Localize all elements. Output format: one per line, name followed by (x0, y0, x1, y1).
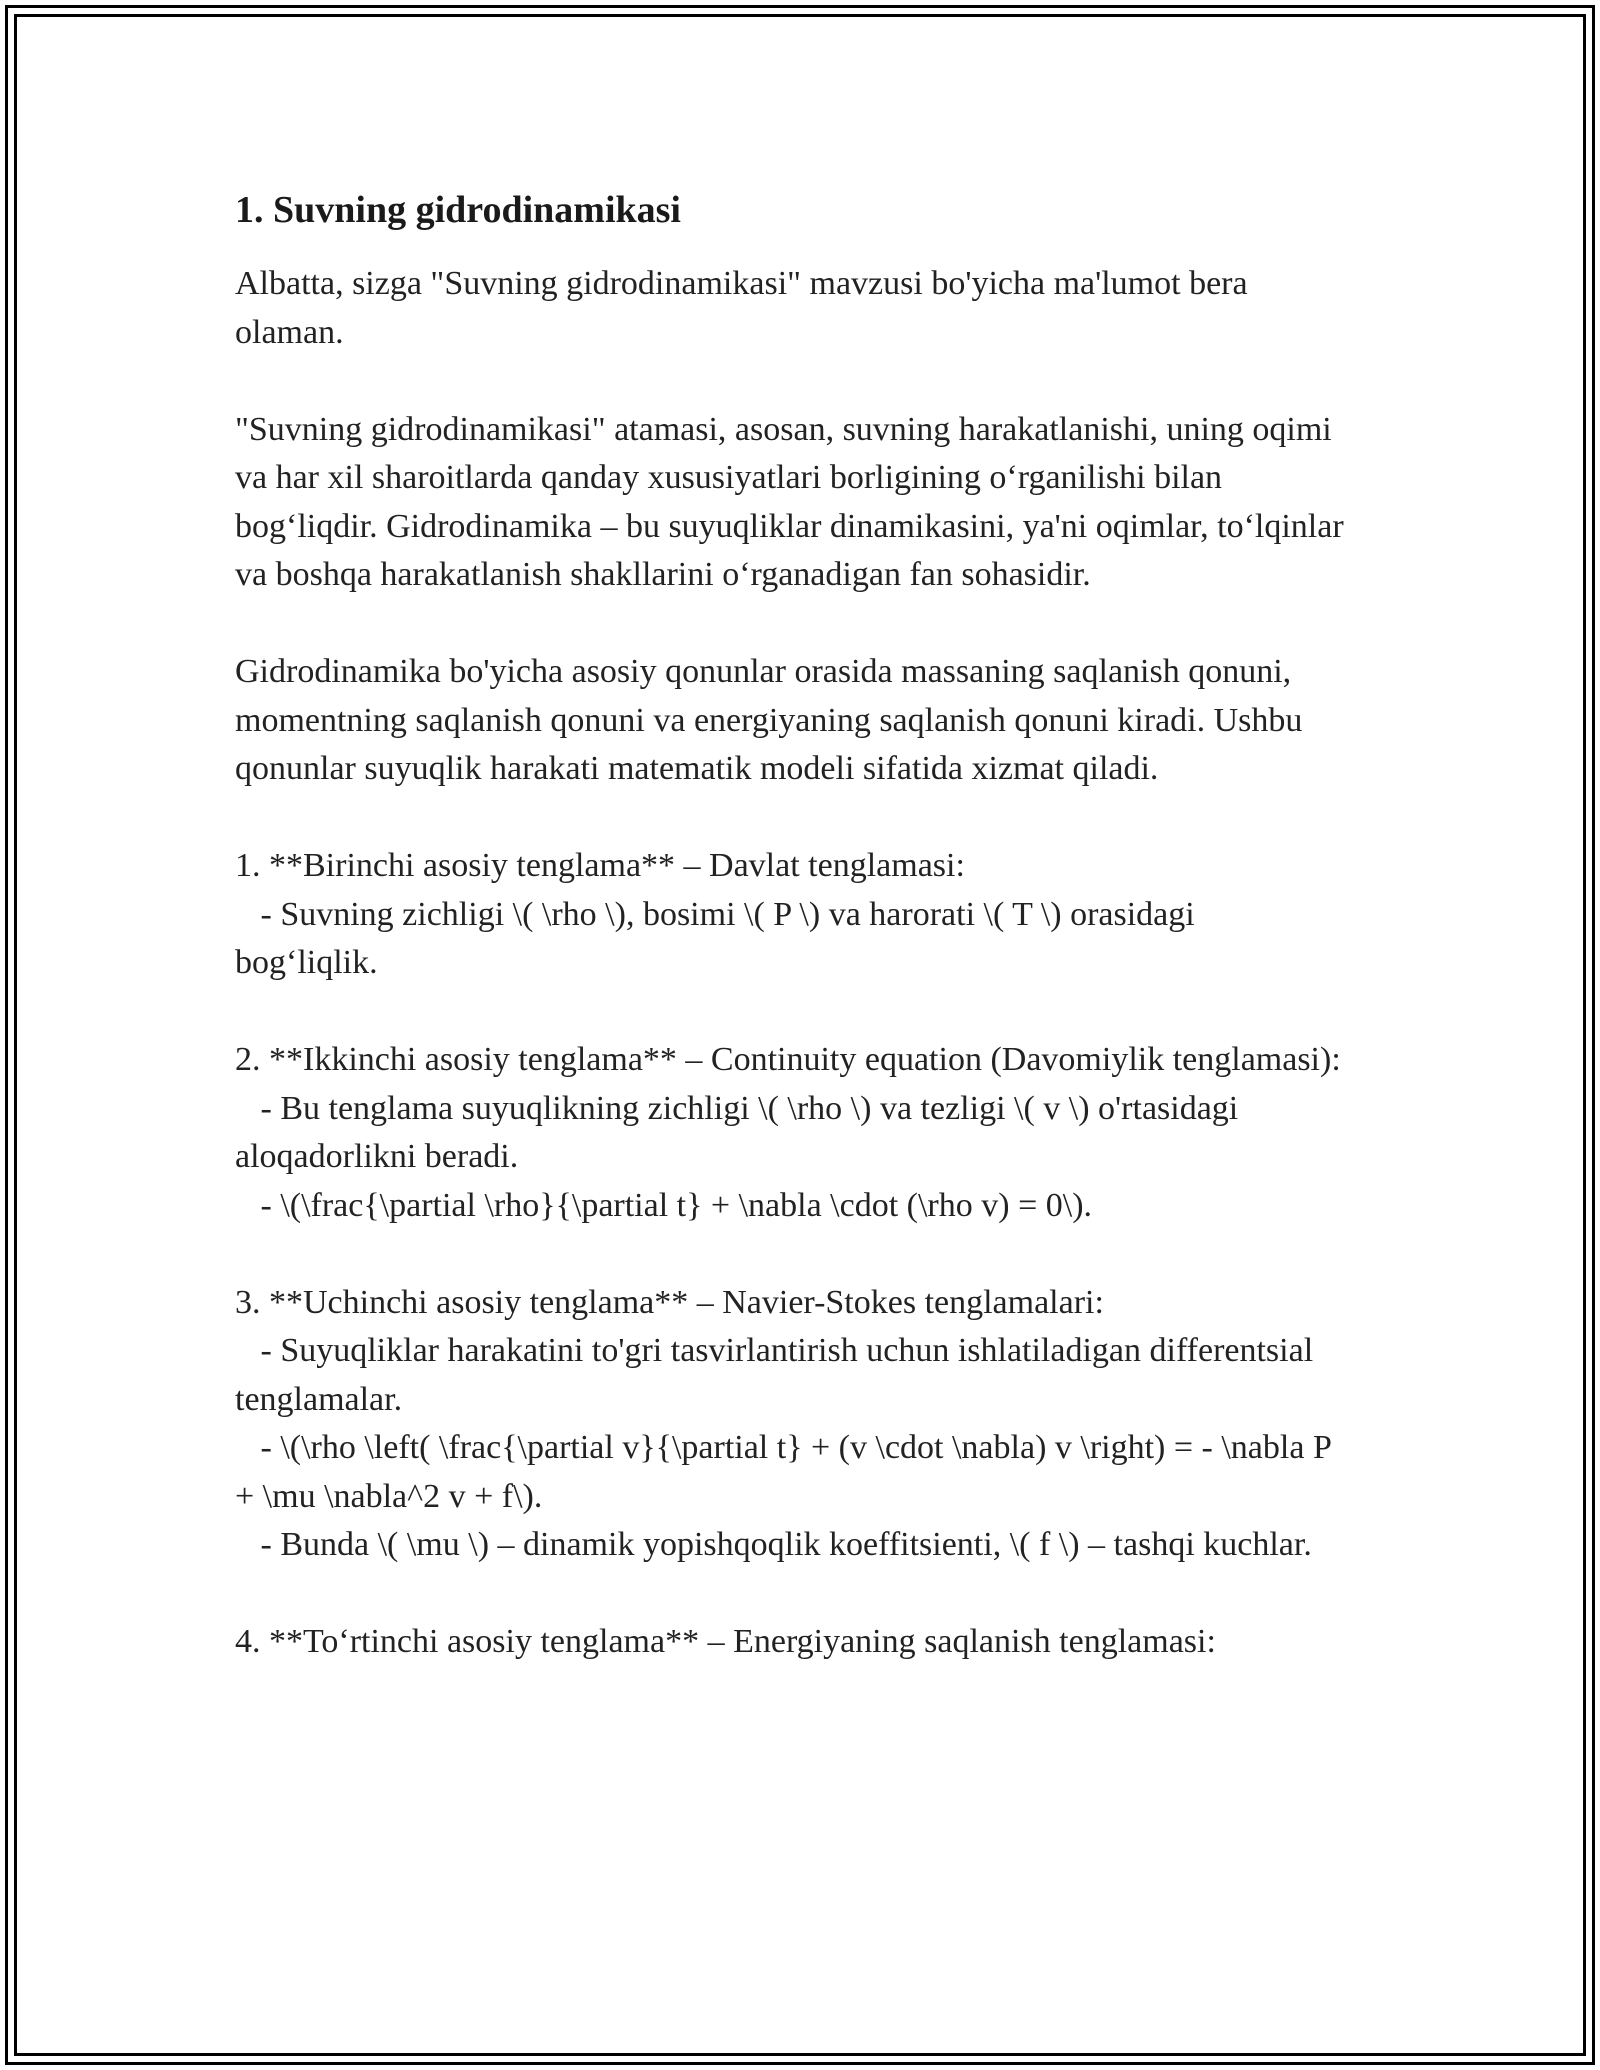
equation-item-3: 3. **Uchinchi asosiy tenglama** – Navier-Stokes tenglamalari: - Suyuqliklar harakatini to'gri tasvirlantirish uchun ishlatiladigan differentsial tenglamalar. - \(\rho \left( \frac{\partial v}{\partial t} + (v \cdot \nabla) v \right) = - \nabla P + \mu \nabla^2 v + f\). - Bunda \( \mu \) – dinamik yopishqoqlik koeffitsienti, \( f \) – tashqi kuchlar. (235, 1283, 1331, 1563)
document-body (235, 186, 1353, 1667)
equation-item-2: 2. **Ikkinchi asosiy tenglama** – Continuity equation (Davomiylik tenglamasi): - Bu tenglama suyuqlikning zichligi \( \rho \) va tezligi \( v \) o'rtasidagi aloqadorlikni beradi. - \(\frac{\partial \rho}{\partial t} + \nabla \cdot (\rho v) = 0\). (235, 1041, 1341, 1224)
laws-paragraph: Gidrodinamika bo'yicha asosiy qonunlar orasida massaning saqlanish qonuni, momentning saqlanish qonuni va energiyaning saqlanish qonuni kiradi. Ushbu qonunlar suyuqlik harakati matematik modeli sifatida xizmat qiladi. (235, 653, 1311, 787)
document-title: 1. Suvning gidrodinamikasi (235, 189, 681, 231)
equation-item-4: 4. **To‘rtinchi asosiy tenglama** – Energiyaning saqlanish tenglamasi: (235, 1623, 1216, 1660)
definition-paragraph: "Suvning gidrodinamikasi" atamasi, asosan, suvning harakatlanishi, uning oqimi va har xil sharoitlarda qanday xususiyatlari borligining o‘rganilishi bilan bog‘liqdir. Gidrodinamika – bu suyuqliklar dinamikasini, ya'ni oqimlar, to‘lqinlar va boshqa harakatlanish shakllarini o‘rganadigan fan sohasidir. (235, 410, 1353, 593)
intro-paragraph: Albatta, sizga "Suvning gidrodinamikasi" mavzusi bo'yicha ma'lumot bera olaman. (235, 265, 1257, 351)
equation-item-1: 1. **Birinchi asosiy tenglama** – Davlat tenglamasi: - Suvning zichligi \( \rho \), bosimi \( P \) va harorati \( T \) orasidagi bog‘liqlik. (235, 847, 1195, 981)
